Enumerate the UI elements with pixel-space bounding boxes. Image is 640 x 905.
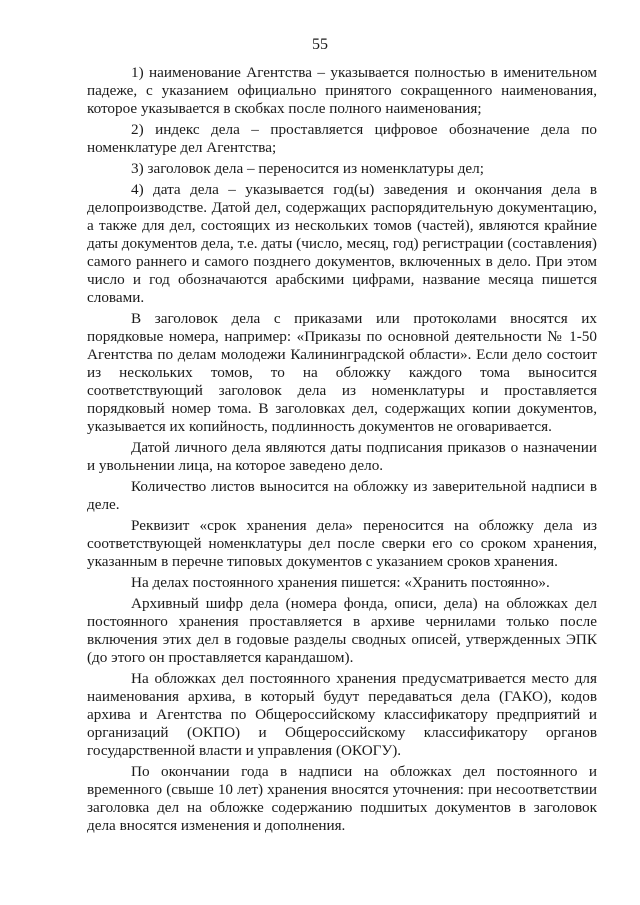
paragraph-keep-permanently: На делах постоянного хранения пишется: «Хранить постоянно». — [131, 574, 550, 591]
paragraph-personal-file-date: Датой личного дела являются даты подписания приказов о назначении и увольнении лица, на которое заведено дело. — [87, 439, 597, 474]
paragraph-case-name: 1) наименование Агентства – указывается полностью в именительном падеже, с указанием официально принятого сокращенного наименования, которое указывается в скобках после полного наименования; — [87, 64, 597, 117]
paragraph-orders-title: В заголовок дела с приказами или протоколами вносятся их порядковые номера, например: «Приказы по основной деятельности № 1-50 Агентства по делам молодежи Калининградской области». Если дело состоит из нескольких томов, то на обложку каждого тома выносится соответствующий заголовок дела из номенклатуры и проставляется порядковый номер тома. В заголовках дел, содержащих копии документов, указывается их копийность, подлинность документов не оговаривается. — [87, 310, 597, 435]
page-number: 55 — [312, 36, 328, 53]
paragraph-case-date: 4) дата дела – указывается год(ы) заведения и окончания дела в делопроизводстве. Датой дел, содержащих распорядительную документацию, а также для дел, состоящих из нескольких томов (частей), являются крайние даты документов дела, т.е. даты (число, месяц, год) регистрации (составления) самого раннего и самого позднего документов, включенных в дело. При этом число и год обозначаются арабскими цифрами, название месяца пишется словами. — [87, 181, 597, 306]
paragraph-archive-name: На обложках дел постоянного хранения предусматривается место для наименования архива, в который будут передаваться дела (ГАКО), кодов архива и Агентства по Общероссийскому классификатору предприятий и организаций (ОКПО) и Общероссийскому классификатору органов государственной власти и управления (ОКОГУ). — [87, 670, 597, 759]
paragraph-case-title: 3) заголовок дела – переносится из номенклатуры дел; — [131, 160, 484, 177]
paragraph-case-index: 2) индекс дела – проставляется цифровое обозначение дела по номенклатуре дел Агентства; — [87, 121, 597, 156]
paragraph-retention-period: Реквизит «срок хранения дела» переносится на обложку дела из соответствующей номенклатуры дел после сверки его со сроком хранения, указанным в перечне типовых документов с указанием сроков хранения. — [87, 517, 597, 570]
paragraph-year-end-updates: По окончании года в надписи на обложках дел постоянного и временного (свыше 10 лет) хранения вносятся уточнения: при несоответствии заголовка дел на обложке содержанию подшитых документов в заголовок дела вносятся изменения и дополнения. — [87, 763, 597, 834]
paragraph-archive-code: Архивный шифр дела (номера фонда, описи, дела) на обложках дел постоянного хранения проставляется в архиве чернилами только после включения этих дел в годовые разделы сводных описей, утвержденных ЭПК (до этого он проставляется карандашом). — [87, 595, 597, 666]
paragraph-sheet-count: Количество листов выносится на обложку из заверительной надписи в деле. — [87, 478, 597, 513]
document-body — [87, 64, 597, 838]
